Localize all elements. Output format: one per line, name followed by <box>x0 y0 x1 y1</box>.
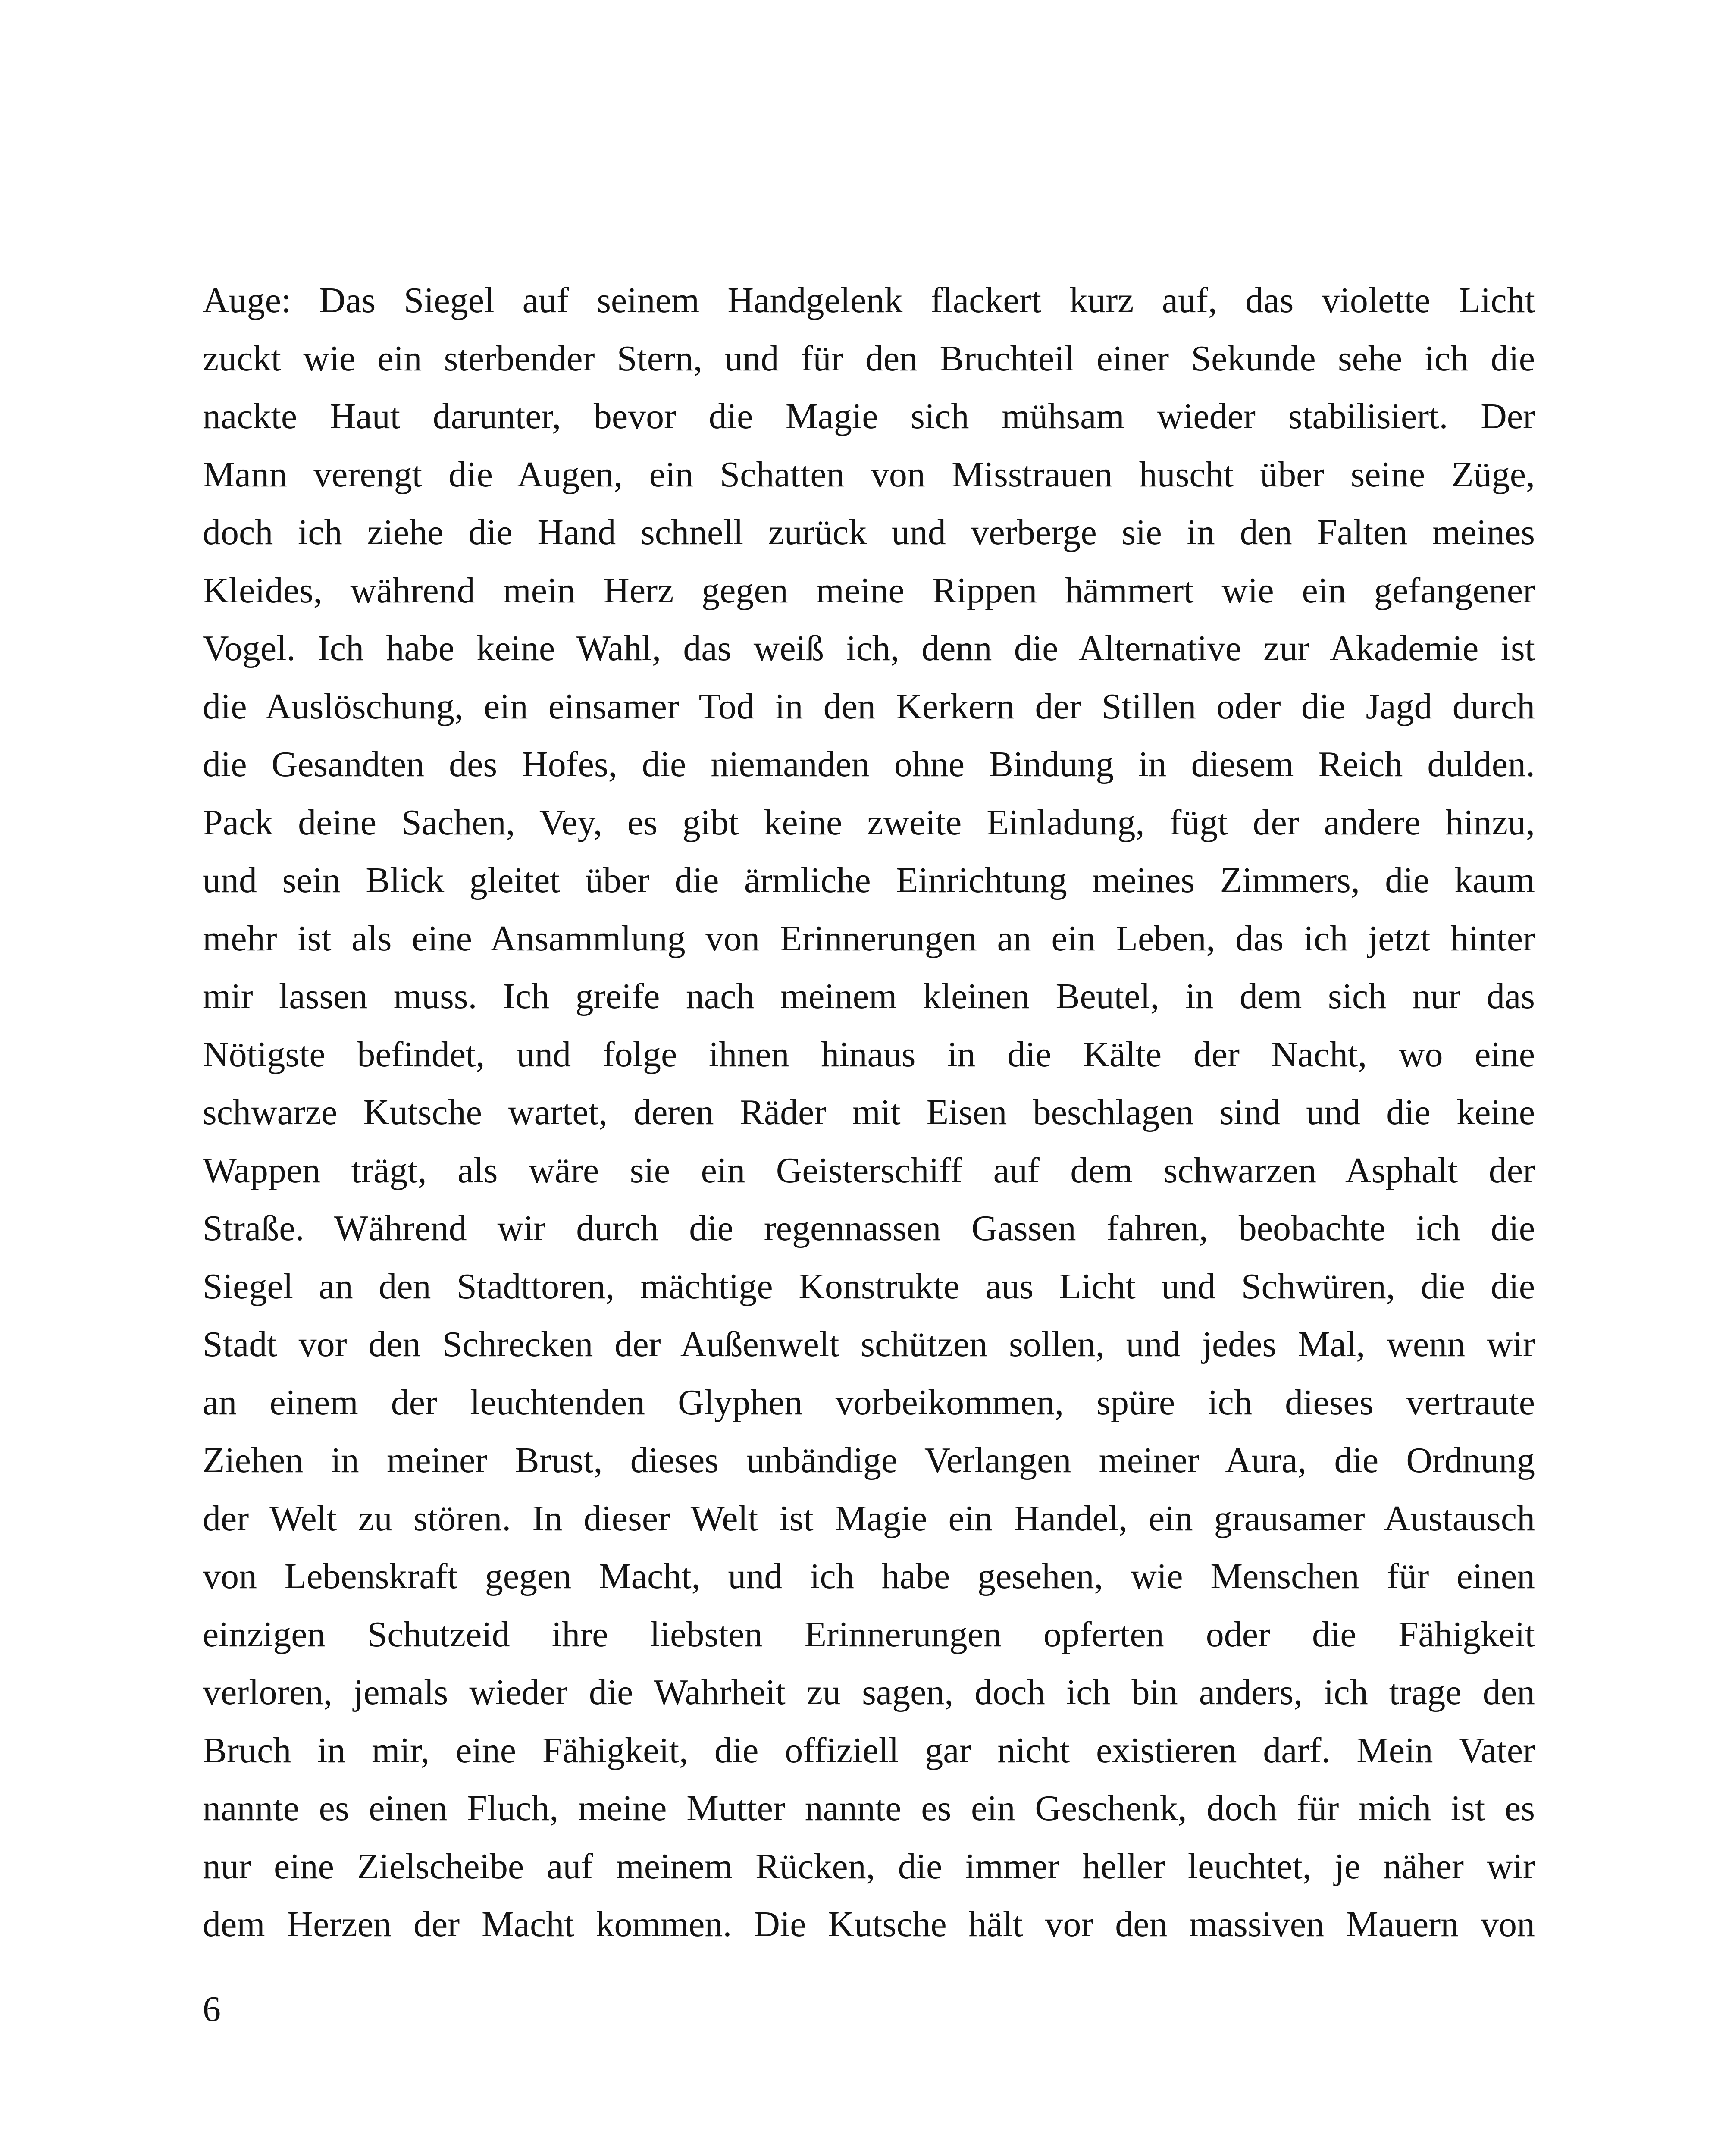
text-line: Kleides, während mein Herz gegen meine Rippen hämmert wie ein gefangener <box>203 570 1535 611</box>
text-line: nur eine Zielscheibe auf meinem Rücken, die immer heller leuchtet, je näher wir <box>203 1846 1535 1887</box>
text-line: nackte Haut darunter, bevor die Magie sich mühsam wieder stabilisiert. Der <box>203 396 1535 436</box>
text-line: Pack deine Sachen, Vey, es gibt keine zweite Einladung, fügt der andere hinzu, <box>203 802 1535 843</box>
text-line: Vogel. Ich habe keine Wahl, das weiß ich, denn die Alternative zur Akademie ist <box>203 628 1535 668</box>
text-line: Auge: Das Siegel auf seinem Handgelenk flackert kurz auf, das violette Licht <box>203 280 1535 320</box>
text-line: verloren, jemals wieder die Wahrheit zu sagen, doch ich bin anders, ich trage den <box>203 1672 1535 1712</box>
text-line: der Welt zu stören. In dieser Welt ist Magie ein Handel, ein grausamer Austausch <box>203 1498 1535 1539</box>
text-line: die Gesandten des Hofes, die niemanden ohne Bindung in diesem Reich dulden. <box>203 744 1535 784</box>
text-line: und sein Blick gleitet über die ärmliche Einrichtung meines Zimmers, die kaum <box>203 860 1535 900</box>
text-line: Bruch in mir, eine Fähigkeit, die offiziell gar nicht existieren darf. Mein Vater <box>203 1730 1535 1771</box>
text-line: an einem der leuchtenden Glyphen vorbeikommen, spüre ich dieses vertraute <box>203 1382 1535 1423</box>
text-line: Siegel an den Stadttoren, mächtige Konstrukte aus Licht und Schwüren, die die <box>203 1266 1535 1307</box>
text-line: zuckt wie ein sterbender Stern, und für den Bruchteil einer Sekunde sehe ich die <box>203 338 1535 379</box>
body-text <box>203 272 1535 1954</box>
text-line: Mann verengt die Augen, ein Schatten von Misstrauen huscht über seine Züge, <box>203 454 1535 495</box>
text-line: Straße. Während wir durch die regennassen Gassen fahren, beobachte ich die <box>203 1208 1535 1248</box>
text-line: doch ich ziehe die Hand schnell zurück und verberge sie in den Falten meines <box>203 512 1535 552</box>
text-line: schwarze Kutsche wartet, deren Räder mit Eisen beschlagen sind und die keine <box>203 1092 1535 1132</box>
text-line: Wappen trägt, als wäre sie ein Geisterschiff auf dem schwarzen Asphalt der <box>203 1150 1535 1191</box>
text-line: nannte es einen Fluch, meine Mutter nannte es ein Geschenk, doch für mich ist es <box>203 1788 1535 1828</box>
text-line: mehr ist als eine Ansammlung von Erinnerungen an ein Leben, das ich jetzt hinter <box>203 918 1535 959</box>
text-line: Stadt vor den Schrecken der Außenwelt schützen sollen, und jedes Mal, wenn wir <box>203 1324 1535 1364</box>
text-line: einzigen Schutzeid ihre liebsten Erinnerungen opferten oder die Fähigkeit <box>203 1614 1535 1655</box>
text-line: die Auslöschung, ein einsamer Tod in den Kerkern der Stillen oder die Jagd durch <box>203 686 1535 727</box>
text-line: mir lassen muss. Ich greife nach meinem kleinen Beutel, in dem sich nur das <box>203 976 1535 1016</box>
text-line: Ziehen in meiner Brust, dieses unbändige Verlangen meiner Aura, die Ordnung <box>203 1440 1535 1480</box>
text-line: von Lebenskraft gegen Macht, und ich habe gesehen, wie Menschen für einen <box>203 1556 1535 1596</box>
page-number: 6 <box>203 1989 221 2029</box>
text-line: Nötigste befindet, und folge ihnen hinaus in die Kälte der Nacht, wo eine <box>203 1034 1535 1075</box>
text-line: dem Herzen der Macht kommen. Die Kutsche hält vor den massiven Mauern von <box>203 1904 1535 1944</box>
